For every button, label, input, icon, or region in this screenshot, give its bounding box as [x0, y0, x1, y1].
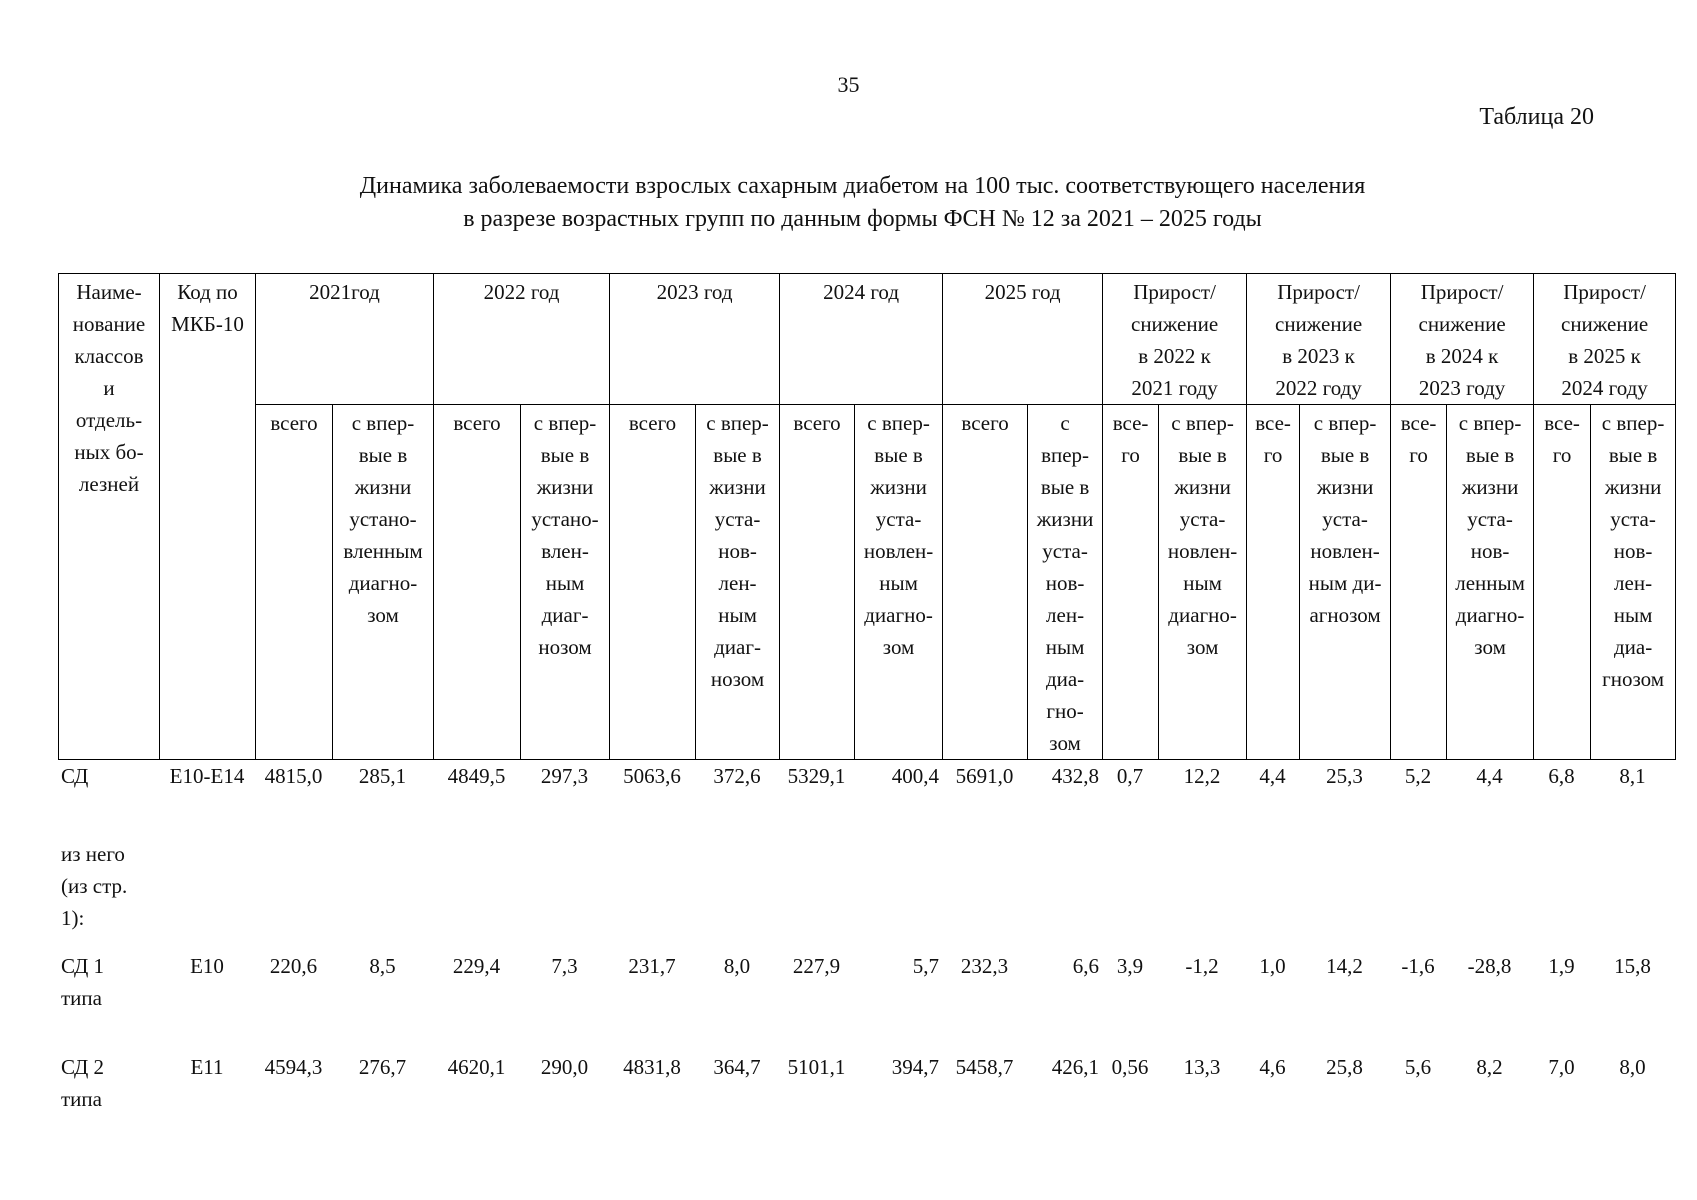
header-growth-total: все- го — [1534, 405, 1591, 760]
cell-2023-new: 372,6 — [713, 764, 761, 788]
title-line-1: Динамика заболеваемости взрослых сахарным диабетом на 100 тыс. соответствующего населения — [359, 173, 1366, 199]
title-line-2: в разрезе возрастных групп по данным формы ФСН № 12 за 2021 – 2025 годы — [463, 206, 1262, 232]
header-name: Наиме- нование классов и отдель- ных бо- лезней — [59, 274, 160, 760]
table-row-note — [58, 838, 1675, 950]
cell-2025-total: 5458,7 — [955, 1055, 1014, 1079]
cell-2024-total: 5329,1 — [787, 764, 846, 788]
header-new-2024: с впер- вые в жизни уста- новлен- ным диагно- зом — [855, 405, 943, 760]
header-total: всего — [256, 405, 333, 760]
cell-2024-total: 5101,1 — [787, 1055, 846, 1079]
cell-2025-new: 432,8 — [1051, 764, 1099, 788]
cell-2025-total: 232,3 — [960, 954, 1009, 978]
header-total: всего — [780, 405, 855, 760]
cell-growth-2024-new: 8,2 — [1476, 1055, 1503, 1079]
cell-2021-total: 4594,3 — [264, 1055, 323, 1079]
row-name: СД 2 типа — [61, 1055, 105, 1111]
cell-growth-2025-total: 1,9 — [1548, 954, 1575, 978]
table-label: Таблица 20 — [1479, 104, 1594, 130]
header-growth-2024: Прирост/ снижение в 2024 к 2023 году — [1391, 274, 1534, 405]
header-growth-new-2022: с впер- вые в жизни уста- новлен- ным диагно- зом — [1159, 405, 1247, 760]
cell-2021-new: 276,7 — [358, 1055, 407, 1079]
header-year-2023: 2023 год — [610, 274, 780, 405]
cell-2024-new: 400,4 — [891, 764, 939, 788]
page-number: 35 — [837, 72, 860, 97]
cell-growth-2025-total: 6,8 — [1548, 764, 1575, 788]
row-name: СД — [61, 764, 89, 788]
header-new-2023: с впер- вые в жизни уста- нов- лен- ным диаг- нозом — [696, 405, 780, 760]
header-growth-new-2025: с впер- вые в жизни уста- нов- лен- ным диа- гнозом — [1591, 405, 1676, 760]
cell-2023-total: 231,7 — [628, 954, 676, 978]
header-growth-total: все- го — [1103, 405, 1159, 760]
row-code: Е10 — [190, 954, 224, 978]
table-row-sd2 — [58, 1051, 1675, 1131]
cell-growth-2022-new: 13,3 — [1183, 1055, 1221, 1079]
cell-growth-2025-new: 8,0 — [1619, 1055, 1646, 1079]
cell-2023-total: 5063,6 — [623, 764, 681, 788]
cell-growth-2024-new: 4,4 — [1476, 764, 1503, 788]
cell-2022-new: 290,0 — [540, 1055, 589, 1079]
header-new-2025: с впер- вые в жизни уста- нов- лен- ным диа- гно- зом — [1028, 405, 1103, 760]
row-code: Е10-Е14 — [169, 764, 245, 788]
cell-2021-new: 285,1 — [358, 764, 407, 788]
header-growth-2023: Прирост/ снижение в 2023 к 2022 году — [1247, 274, 1391, 405]
header-new-2022: с впер- вые в жизни устано- влен- ным диаг- нозом — [521, 405, 610, 760]
header-growth-new-2023: с впер- вые в жизни уста- новлен- ным ди- агнозом — [1300, 405, 1391, 760]
cell-growth-2025-new: 15,8 — [1614, 954, 1651, 978]
cell-growth-2023-total: 4,6 — [1259, 1055, 1286, 1079]
header-total: всего — [434, 405, 521, 760]
header-year-2022: 2022 год — [434, 274, 610, 405]
cell-growth-2023-new: 25,3 — [1326, 764, 1363, 788]
row-note: из него (из стр. 1): — [61, 842, 128, 930]
cell-growth-2025-new: 8,1 — [1619, 764, 1646, 788]
cell-growth-2024-total: 5,2 — [1404, 764, 1432, 788]
cell-2021-total: 220,6 — [269, 954, 318, 978]
cell-2021-total: 4815,0 — [264, 764, 323, 788]
cell-growth-2023-new: 14,2 — [1326, 954, 1363, 978]
cell-growth-2023-new: 25,8 — [1326, 1055, 1363, 1079]
header-growth-2022: Прирост/ снижение в 2022 к 2021 году — [1103, 274, 1247, 405]
cell-2025-total: 5691,0 — [955, 764, 1014, 788]
cell-growth-2022-total: 3,9 — [1116, 954, 1144, 978]
header-growth-total: все- го — [1247, 405, 1300, 760]
table-row-sd1 — [58, 950, 1675, 1051]
header-year-2025: 2025 год — [943, 274, 1103, 405]
cell-growth-2023-total: 1,0 — [1259, 954, 1286, 978]
cell-2021-new: 8,5 — [369, 954, 396, 978]
header-code: Код по МКБ-10 — [160, 274, 256, 760]
table-body — [58, 760, 1675, 1131]
table-row-sd — [58, 760, 1675, 838]
cell-2022-total: 229,4 — [452, 954, 501, 978]
header-growth-new-2024: с впер- вые в жизни уста- нов- ленным диагно- зом — [1447, 405, 1534, 760]
cell-growth-2022-total: 0,7 — [1116, 764, 1144, 788]
header-year-2024: 2024 год — [780, 274, 943, 405]
cell-2022-total: 4849,5 — [447, 764, 506, 788]
table-header — [58, 273, 1676, 760]
cell-growth-2024-total: 5,6 — [1404, 1055, 1432, 1079]
cell-2024-total: 227,9 — [792, 954, 841, 978]
cell-2023-new: 8,0 — [723, 954, 751, 978]
header-year-2021: 2021год — [256, 274, 434, 405]
cell-2025-new: 426,1 — [1051, 1055, 1099, 1079]
cell-growth-2024-new: -28,8 — [1467, 954, 1512, 978]
row-name: СД 1 типа — [61, 954, 105, 1010]
table-title — [0, 170, 1697, 236]
cell-2024-new: 5,7 — [912, 954, 939, 978]
cell-2023-total: 4831,8 — [623, 1055, 681, 1079]
header-growth-total: все- го — [1391, 405, 1447, 760]
cell-growth-2025-total: 7,0 — [1548, 1055, 1575, 1079]
header-total: всего — [610, 405, 696, 760]
cell-2025-new: 6,6 — [1072, 954, 1099, 978]
cell-growth-2022-total: 0,56 — [1111, 1055, 1149, 1079]
cell-2024-new: 394,7 — [891, 1055, 939, 1079]
cell-growth-2023-total: 4,4 — [1259, 764, 1286, 788]
cell-2022-new: 7,3 — [551, 954, 578, 978]
cell-growth-2022-new: 12,2 — [1183, 764, 1221, 788]
row-code: Е11 — [190, 1055, 224, 1079]
header-new-2021: с впер- вые в жизни устано- вленным диагно- зом — [333, 405, 434, 760]
header-growth-2025: Прирост/ снижение в 2025 к 2024 году — [1534, 274, 1676, 405]
header-total: всего — [943, 405, 1028, 760]
cell-2022-new: 297,3 — [540, 764, 589, 788]
cell-growth-2022-new: -1,2 — [1185, 954, 1219, 978]
cell-2022-total: 4620,1 — [447, 1055, 506, 1079]
cell-2023-new: 364,7 — [713, 1055, 761, 1079]
cell-growth-2024-total: -1,6 — [1401, 954, 1435, 978]
